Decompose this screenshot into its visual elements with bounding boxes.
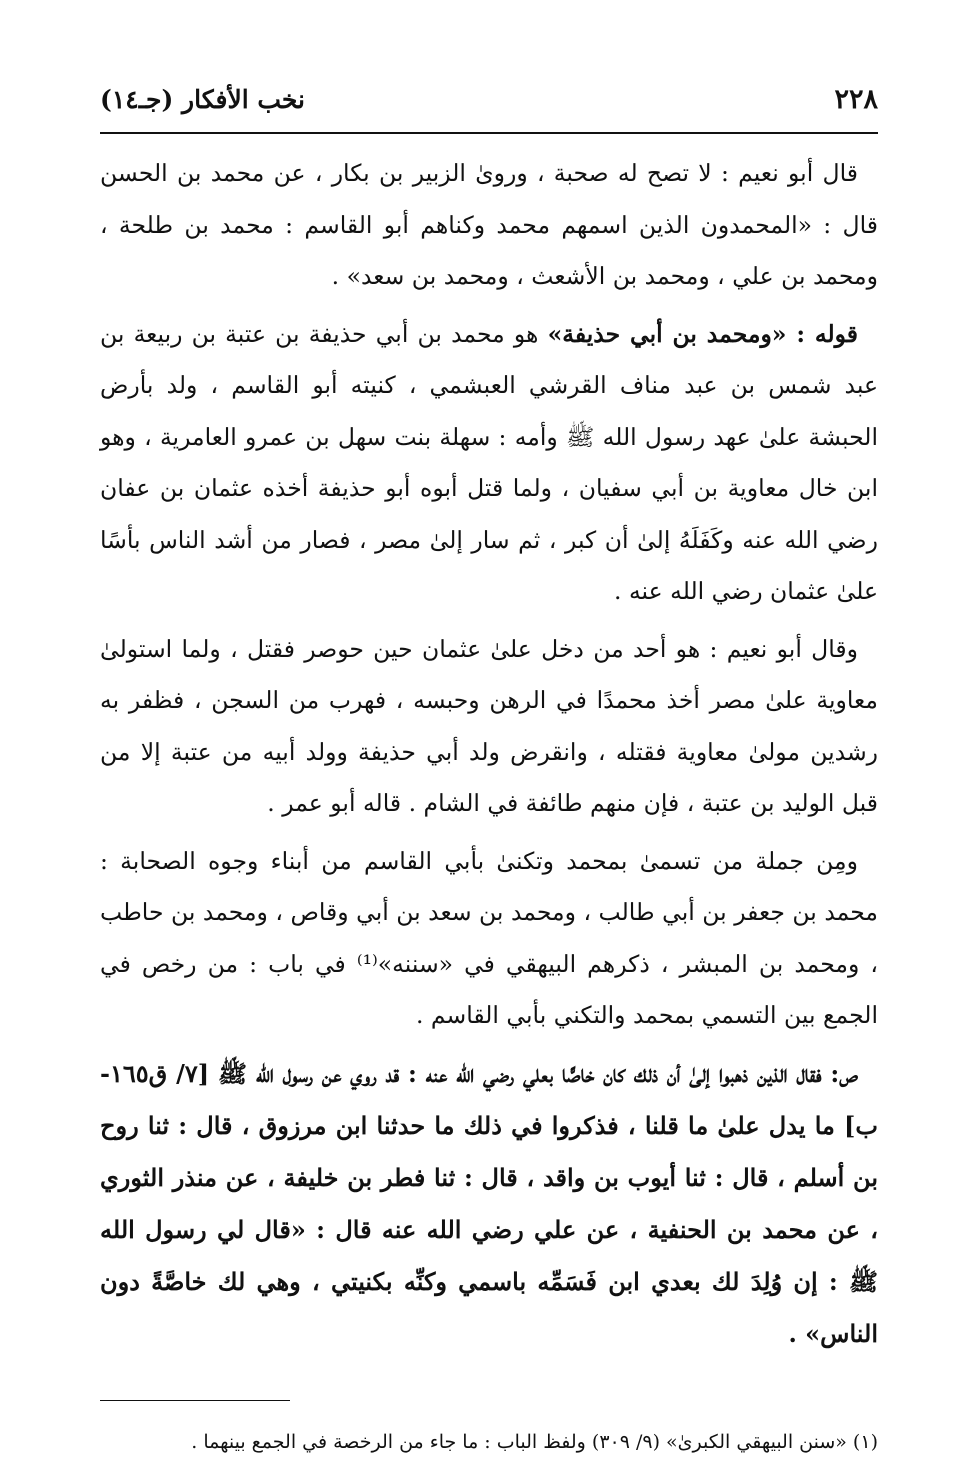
paragraph-hadith (100, 1048, 878, 1360)
paragraph-text: ومِن جملة من تسمىٰ بمحمد وتكنىٰ بأبي القاسم من أبناء وجوه الصحابة : محمد بن جعفر بن أبي طالب ، ومحمد بن سعد بن أبي وقاص ، ومحمد بن حاطب ، ومحمد بن المبشر ، ذكرهم البيهقي في «سننه»⁽¹⁾ في باب : من رخص في الجمع بين التسمي بمحمد والتكني بأبي القاسم . (100, 846, 878, 1029)
footnote: (١) «سنن البيهقي الكبرىٰ» (٩/ ٣٠٩) ولفظ الباب : ما جاء من الرخصة في الجمع بينهما . (191, 1430, 878, 1453)
paragraph-abu-nuaym (100, 148, 878, 303)
paragraph-muhammad-ibn-abi-hudhayfa (100, 309, 878, 618)
paragraph-text: قال أبو نعيم : لا تصح له صحبة ، وروىٰ الزبير بن بكار ، عن محمد بن الحسن قال : «المحمدون الذين اسمهم محمد وكناهم أبو القاسم : محمد بن طلحة ، ومحمد بن علي ، ومحمد بن الأشعث ، ومحمد بن سعد» . (100, 159, 878, 290)
paragraph-text: هو محمد بن أبي حذيفة بن عتبة بن ربيعة بن عبد شمس بن عبد مناف القرشي العبشمي ، كنيته أبو القاسم ، ولد بأرض الحبشة علىٰ عهد رسول الله ﷺ وأمه : سهلة بنت سهل بن عمرو العامرية ، وهو ابن خال معاوية بن أبي سفيان ، ولما قتل أبوه أبو حذيفة أخذه عثمان بن عفان رضي الله عنه وكَفَلَهُ إلىٰ أن كبر ، ثم سار إلىٰ مصر ، فصار من أشد الناس بأسًا علىٰ عثمان رضي الله عنه . (100, 319, 878, 605)
footnote-divider (100, 1400, 290, 1401)
paragraph-lead: قوله : «ومحمد بن أبي حذيفة» (547, 319, 858, 348)
paragraph-text: وقال أبو نعيم : هو أحد من دخل علىٰ عثمان حين حوصر فقتل ، ولما استولىٰ معاوية علىٰ مصر أخذ محمدًا في الرهن وحبسه ، فهرب من السجن ، فظفر به رشدين مولىٰ معاوية فقتله ، وانقرض ولد أبي حذيفة وولد أبيه من عتبة إلا من قبل الوليد بن عتبة ، فإن منهم طائفة في الشام . قاله أبو عمر . (100, 634, 878, 817)
page-header (100, 84, 878, 134)
paragraph-text: ص: فقال الذين ذهبوا إلىٰ أن ذلك كان خاصًّا بعلي رضي الله عنه : قد روي عن رسول الله ﷺ [٧/ ق١٦٥-ب] ما يدل علىٰ ما قلنا ، فذكروا في ذلك ما حدثنا ابن مرزوق ، قال : ثنا روح بن أسلم ، قال : ثنا أيوب بن واقد ، قال : ثنا فطر بن خليفة ، عن منذر الثوري ، عن محمد بن الحنفية ، عن علي رضي الله عنه قال : «قال لي رسول الله ﷺ : إن وُلِدَ لك بعدي ابن فَسَمِّه باسمي وكنِّه بكنيتي ، وهي لك خاصَّةً دون الناس» . (100, 1058, 879, 1348)
paragraph-abu-nuaym-second (100, 624, 878, 830)
running-title: نخب الأفكار (جـ١٤) (100, 85, 306, 114)
paragraph-sahaba-list (100, 836, 878, 1042)
book-page (100, 84, 878, 1459)
page-body (100, 148, 878, 1360)
page-number: ٢٢٨ (834, 84, 878, 115)
